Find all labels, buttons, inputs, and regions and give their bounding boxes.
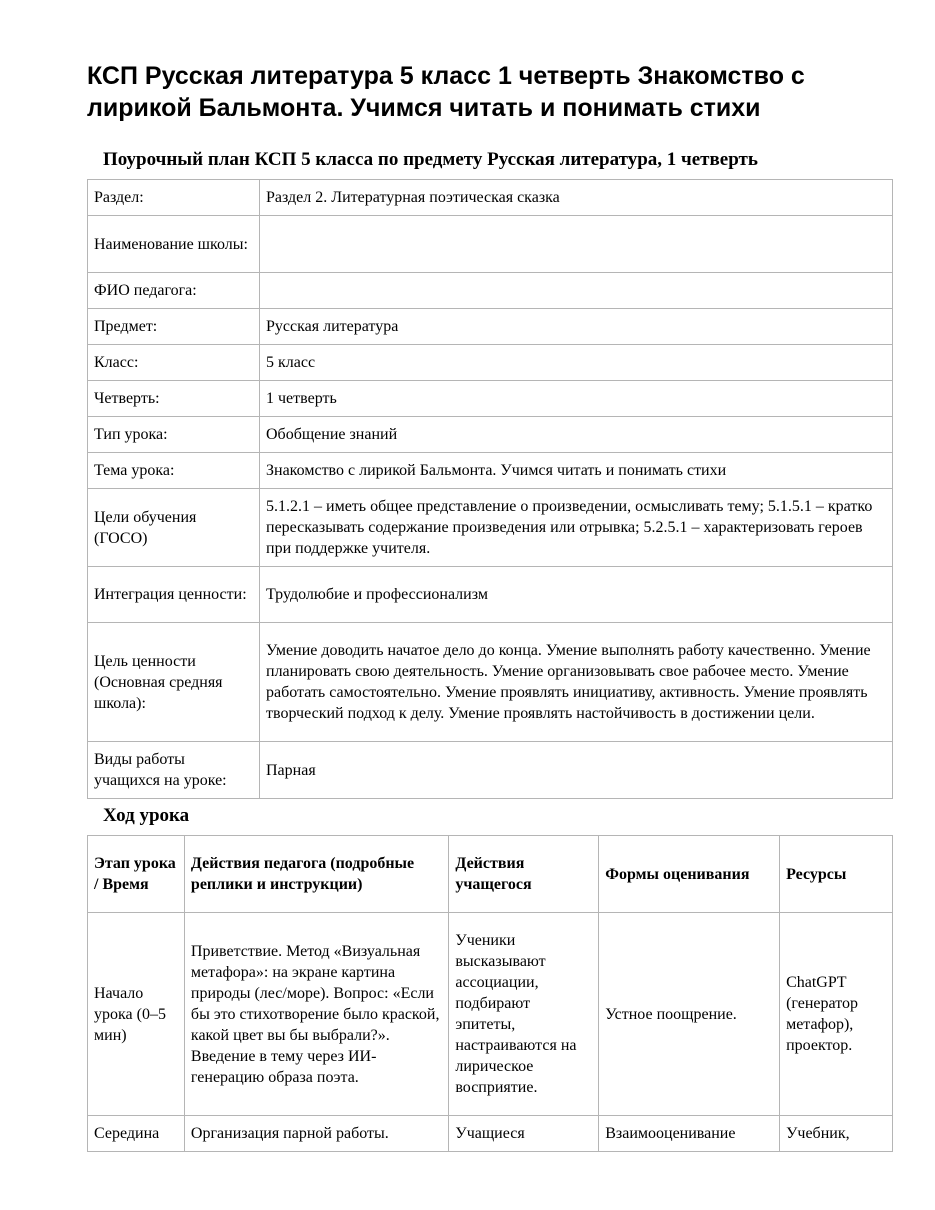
info-value: Обобщение знаний <box>260 417 893 453</box>
info-value: 5.1.2.1 – иметь общее представление о произведении, осмысливать тему; 5.1.5.1 – кратко пересказывать содержание произведения или отрывка; 5.2.5.1 – характеризовать героев при поддержке учителя. <box>260 489 893 567</box>
lesson-column-header: Действия педагога (подробные реплики и инструкции) <box>184 836 448 913</box>
lesson-cell: Приветствие. Метод «Визуальная метафора»: на экране картина природы (лес/море). Вопрос: «Если бы это стихотворение было краской, какой цвет вы бы выбрали?». Введение в тему через ИИ-генерацию образа поэта. <box>184 913 448 1116</box>
lesson-cell: Середина <box>88 1116 185 1152</box>
info-value: Русская литература <box>260 309 893 345</box>
info-label: Раздел: <box>88 180 260 216</box>
info-label: Виды работы учащихся на уроке: <box>88 742 260 799</box>
info-value: Знакомство с лирикой Бальмонта. Учимся читать и понимать стихи <box>260 453 893 489</box>
lesson-info-table <box>87 179 893 799</box>
info-label: Цели обучения (ГОСО) <box>88 489 260 567</box>
info-label: ФИО педагога: <box>88 273 260 309</box>
info-label: Тема урока: <box>88 453 260 489</box>
info-label: Предмет: <box>88 309 260 345</box>
info-value: 1 четверть <box>260 381 893 417</box>
info-value: Раздел 2. Литературная поэтическая сказка <box>260 180 893 216</box>
info-value <box>260 216 893 273</box>
info-value: Умение доводить начатое дело до конца. Умение выполнять работу качественно. Умение планировать свою деятельность. Умение организовывать свое рабочее место. Умение работать самостоятельно. Умение проявлять инициативу, активность. Умение проявлять творческий подход к делу. Умение проявлять настойчивость в достижении цели. <box>260 623 893 742</box>
lesson-column-header: Формы оценивания <box>599 836 780 913</box>
lesson-cell: Устное поощрение. <box>599 913 780 1116</box>
lesson-header-row <box>88 836 893 913</box>
lesson-column-header: Действия учащегося <box>449 836 599 913</box>
info-value: Парная <box>260 742 893 799</box>
info-row <box>88 489 893 567</box>
document-title: КСП Русская литература 5 класс 1 четверть Знакомство с лирикой Бальмонта. Учимся читать и понимать стихи <box>87 62 805 122</box>
info-row <box>88 216 893 273</box>
lesson-row <box>88 913 893 1116</box>
lesson-cell: Ученики высказывают ассоциации, подбирают эпитеты, настраиваются на лирическое восприятие. <box>449 913 599 1116</box>
info-value: Трудолюбие и профессионализм <box>260 567 893 623</box>
info-label: Класс: <box>88 345 260 381</box>
info-row <box>88 345 893 381</box>
info-label: Четверть: <box>88 381 260 417</box>
info-label: Цель ценности (Основная средняя школа): <box>88 623 260 742</box>
info-label: Интеграция ценности: <box>88 567 260 623</box>
lesson-column-header: Этап урока / Время <box>88 836 185 913</box>
info-row <box>88 742 893 799</box>
info-row <box>88 180 893 216</box>
lesson-cell: Учащиеся <box>449 1116 599 1152</box>
lesson-cell: Учебник, <box>780 1116 893 1152</box>
info-row <box>88 309 893 345</box>
lesson-flow-heading: Ход урока <box>103 805 190 826</box>
info-row <box>88 453 893 489</box>
lesson-cell: Начало урока (0–5 мин) <box>88 913 185 1116</box>
info-row <box>88 273 893 309</box>
info-value: 5 класс <box>260 345 893 381</box>
info-row <box>88 417 893 453</box>
info-label: Наименование школы: <box>88 216 260 273</box>
info-value <box>260 273 893 309</box>
info-label: Тип урока: <box>88 417 260 453</box>
info-row <box>88 567 893 623</box>
plan-heading: Поурочный план КСП 5 класса по предмету Русская литература, 1 четверть <box>103 149 758 170</box>
lesson-column-header: Ресурсы <box>780 836 893 913</box>
lesson-row <box>88 1116 893 1152</box>
info-row <box>88 623 893 742</box>
lesson-cell: Организация парной работы. <box>184 1116 448 1152</box>
lesson-flow-table <box>87 835 893 1152</box>
lesson-cell: Взаимооценивание <box>599 1116 780 1152</box>
info-row <box>88 381 893 417</box>
lesson-cell: ChatGPT (генератор метафор), проектор. <box>780 913 893 1116</box>
